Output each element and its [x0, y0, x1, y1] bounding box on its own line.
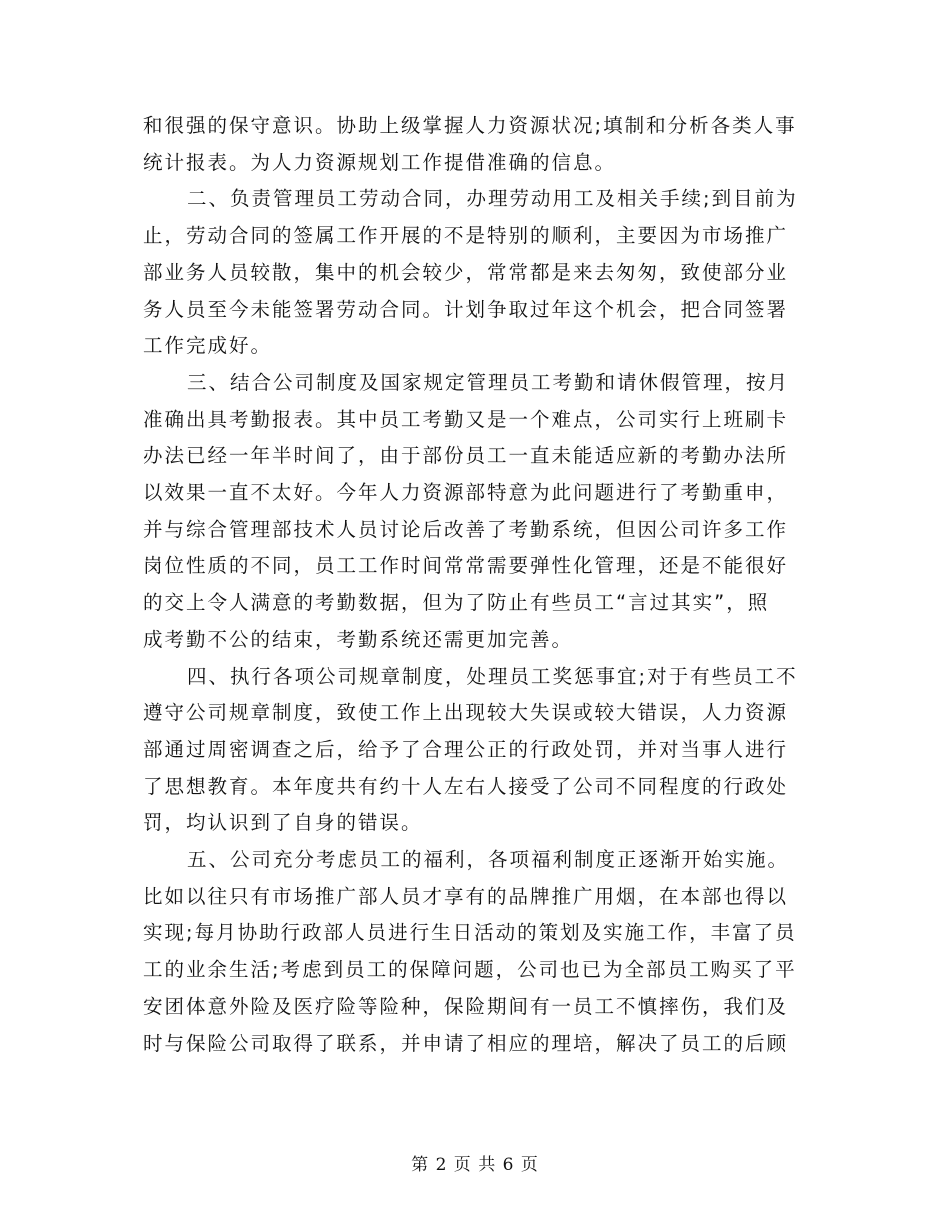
- text-line: 统计报表。为人力资源规划工作提借准确的信息。: [143, 150, 617, 174]
- text-line: 岗位性质的不同，员工工作时间常常需要弹性化管理，还是不能很好: [143, 554, 789, 578]
- text-line: 办法已经一年半时间了，由于部份员工一直未能适应新的考勤办法所: [143, 444, 789, 468]
- paragraph-continuation: [143, 108, 807, 181]
- text-line: 了思想教育。本年度共有约十人左右人接受了公司不同程度的行政处: [143, 774, 789, 798]
- text-line: 成考勤不公的结束，考勤系统还需更加完善。: [143, 627, 574, 651]
- text-line: 以效果一直不太好。今年人力资源部特意为此问题进行了考勤重申，: [143, 481, 789, 505]
- page-number-footer: 第 2 页 共 6 页: [411, 1155, 539, 1175]
- text-line: 和很强的保守意识。协助上级掌握人力资源状况;填制和分析各类人事: [143, 114, 797, 137]
- text-line: 工作完成好。: [143, 334, 273, 358]
- text-line: 实现;每月协助行政部人员进行生日活动的策划及实施工作，丰富了员: [143, 921, 797, 945]
- text-line: 遵守公司规章制度，致使工作上出现较大失误或较大错误，人力资源: [143, 701, 789, 725]
- text-line: 部业务人员较散，集中的机会较少，常常都是来去匆匆，致使部分业: [143, 260, 789, 284]
- text-line: 比如以往只有市场推广部人员才享有的品牌推广用烟，在本部也得以: [143, 884, 789, 908]
- text-line: 三、结合公司制度及国家规定管理员工考勤和请休假管理，按月: [187, 370, 790, 394]
- text-line: 时与保险公司取得了联系，并申请了相应的理培，解决了员工的后顾: [143, 1031, 789, 1055]
- document-body: [143, 108, 807, 1062]
- text-line: 工的业余生活;考虑到员工的保障问题，公司也已为全部员工购买了平: [143, 958, 797, 982]
- text-line: 的交上令人满意的考勤数据，但为了防止有些员工“言过其实”，照: [143, 591, 770, 615]
- text-line: 二、负责管理员工劳动合同，办理劳动用工及相关手续;到目前为: [187, 187, 798, 211]
- text-line: 并与综合管理部技术人员讨论后改善了考勤系统，但因公司许多工作: [143, 517, 789, 541]
- text-line: 四、执行各项公司规章制度，处理员工奖惩事宜;对于有些员工不: [187, 664, 798, 688]
- text-line: 务人员至今未能签署劳动合同。计划争取过年这个机会，把合同签署: [143, 297, 789, 321]
- paragraph-item-2: [143, 181, 807, 365]
- paragraph-item-5: [143, 842, 807, 1062]
- text-line: 准确出具考勤报表。其中员工考勤又是一个难点，公司实行上班刷卡: [143, 407, 789, 431]
- text-line: 五、公司充分考虑员工的福利，各项福利制度正逐渐开始实施。: [187, 848, 790, 872]
- text-line: 止，劳动合同的签属工作开展的不是特别的顺利，主要因为市场推广: [143, 224, 789, 248]
- text-line: 罚，均认识到了自身的错误。: [143, 811, 423, 835]
- text-line: 部通过周密调查之后，给予了合理公正的行政处罚，并对当事人进行: [143, 737, 789, 761]
- text-line: 安团体意外险及医疗险等险种，保险期间有一员工不慎摔伤，我们及: [143, 994, 789, 1018]
- paragraph-item-3: [143, 365, 807, 659]
- paragraph-item-4: [143, 659, 807, 843]
